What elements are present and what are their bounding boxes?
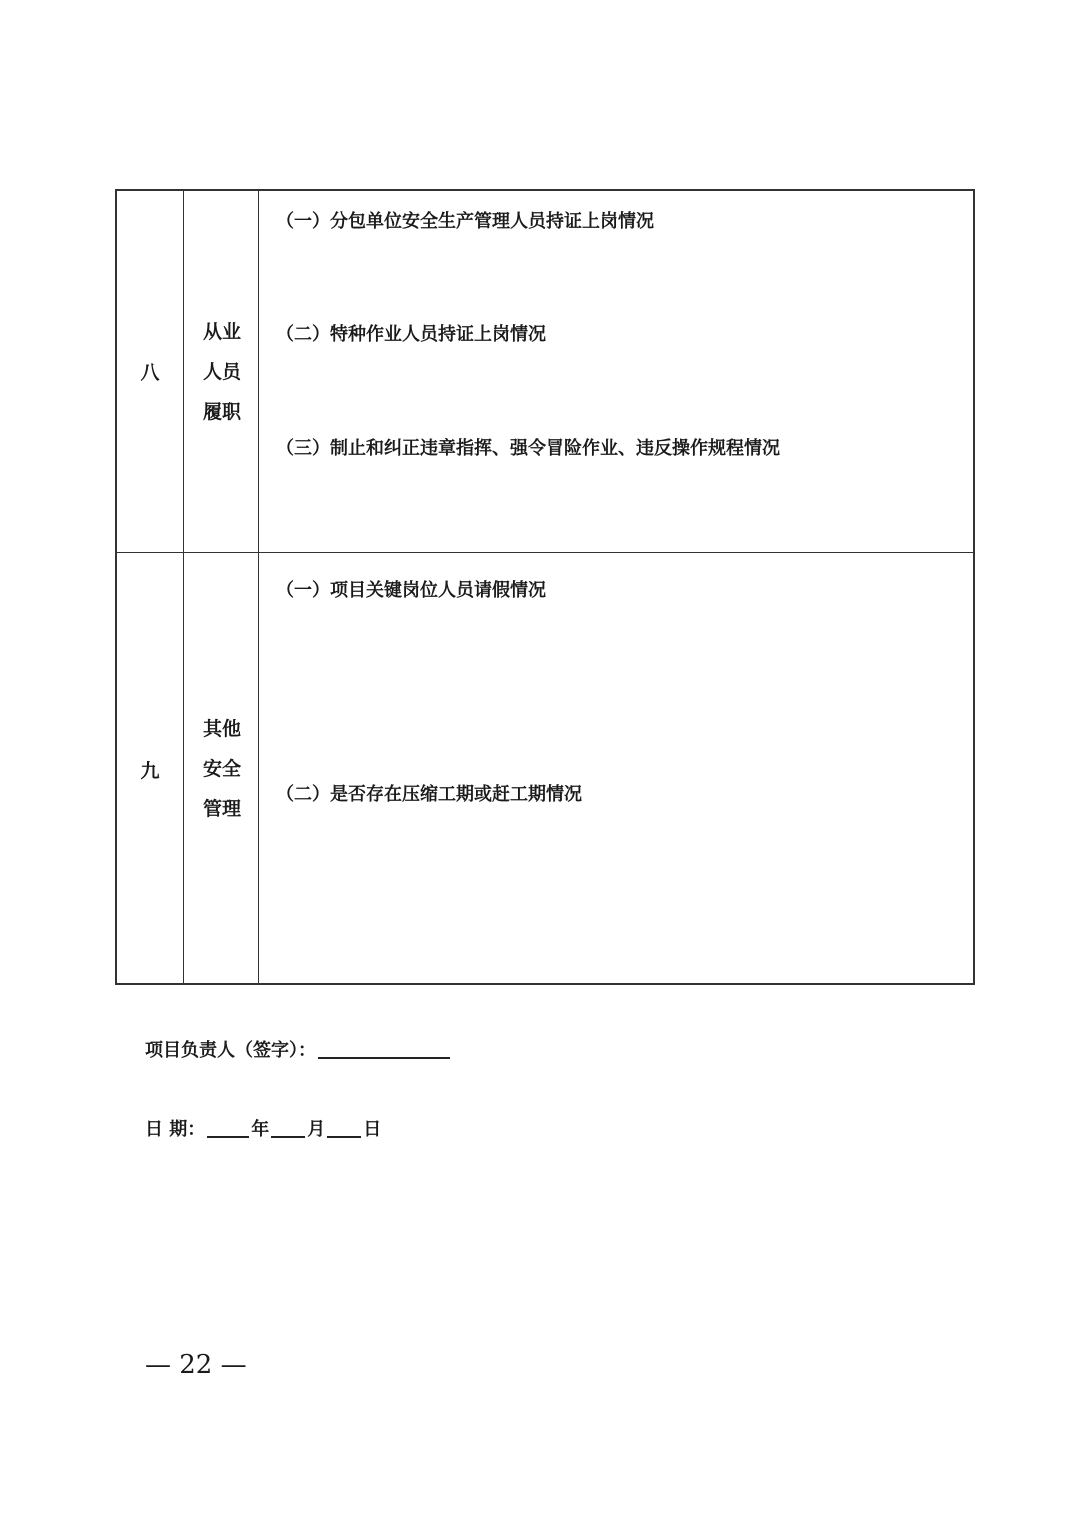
month-blank[interactable] [271, 1118, 305, 1138]
day-label: 日 [363, 1119, 382, 1140]
row-category: 从业人员履职 [202, 320, 241, 423]
date-label: 日 期： [145, 1119, 206, 1140]
row-category-cell [184, 191, 259, 552]
page-number: — 22 — [145, 1350, 247, 1380]
check-item: （二）特种作业人员持证上岗情况 [276, 324, 546, 345]
inspection-form-table [115, 189, 975, 985]
row-number: 九 [117, 553, 184, 985]
day-blank[interactable] [327, 1118, 361, 1138]
month-label: 月 [307, 1119, 326, 1140]
row-content-cell [259, 191, 973, 552]
row-content-cell [259, 553, 973, 985]
table-row [117, 191, 973, 553]
check-item: （三）制止和纠正违章指挥、强令冒险作业、违反操作规程情况 [276, 438, 780, 459]
signature-line [145, 1036, 452, 1062]
date-line [145, 1115, 381, 1141]
check-item: （一）项目关键岗位人员请假情况 [276, 580, 546, 601]
table-row [117, 553, 973, 985]
signature-label: 项目负责人（签字）： [145, 1040, 316, 1061]
check-item: （一）分包单位安全生产管理人员持证上岗情况 [276, 211, 654, 232]
check-item: （二）是否存在压缩工期或赶工期情况 [276, 784, 582, 805]
row-number: 八 [117, 191, 184, 552]
signature-blank[interactable] [318, 1039, 450, 1059]
row-category: 其他安全管理 [202, 718, 241, 820]
year-label: 年 [251, 1119, 270, 1140]
year-blank[interactable] [207, 1118, 249, 1138]
row-category-cell [184, 553, 259, 985]
